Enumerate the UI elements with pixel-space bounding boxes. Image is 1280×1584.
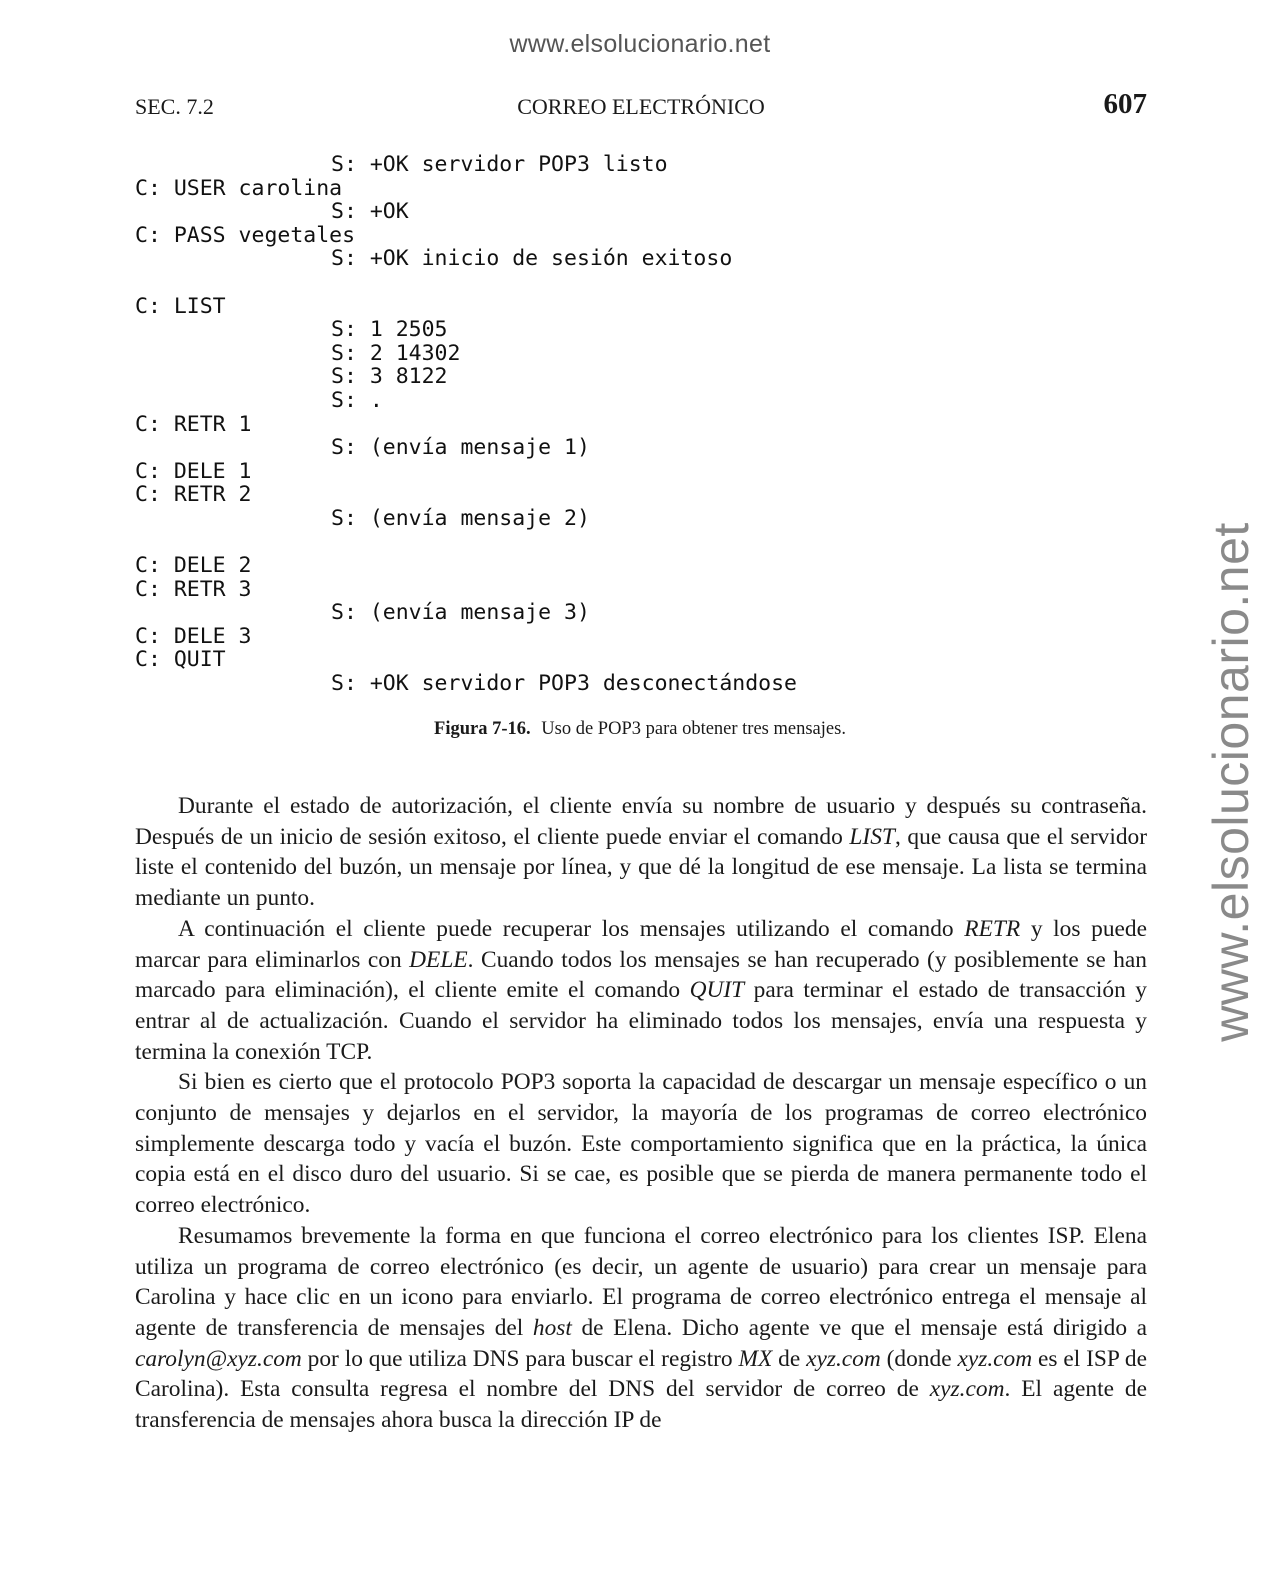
server-response-line: S: . bbox=[331, 387, 383, 413]
server-response-line: S: +OK servidor POP3 listo bbox=[331, 152, 668, 177]
watermark-top: www.elsolucionario.net bbox=[509, 30, 771, 58]
command-name: LIST bbox=[849, 823, 895, 850]
section-label: SEC. 7.2 bbox=[135, 94, 214, 119]
pop3-session-figure bbox=[135, 153, 835, 696]
server-response-line: S: +OK bbox=[331, 199, 409, 225]
client-command-line: C: USER carolina bbox=[135, 175, 343, 201]
paragraph: Si bien es cierto que el protocolo POP3 soporta la capacidad de descargar un mensaje específico o un conjunto de mensajes y dejarlos en el servidor, la mayoría de los programas de correo electrónico simplemente descarga todo y vacía el buzón. Este comportamiento significa que en la práctica, la única copia está en el disco duro del usuario. Si se cae, es posible que se pierda de manera permanente todo el correo electrónico. bbox=[135, 1069, 1147, 1219]
text-run: A continuación el cliente puede recuperar los mensajes utilizando el comando bbox=[178, 915, 965, 942]
domain-name: xyz.com bbox=[806, 1345, 881, 1372]
server-response-line: S: +OK inicio de sesión exitoso bbox=[331, 246, 733, 272]
server-response-line: S: (envía mensaje 1) bbox=[331, 435, 590, 461]
command-name: DELE bbox=[409, 946, 468, 973]
command-name: QUIT bbox=[689, 977, 745, 1004]
figure-blank-line bbox=[135, 271, 835, 295]
figure-caption bbox=[0, 719, 1280, 740]
server-response-line: S: 2 14302 bbox=[331, 340, 461, 366]
client-command-line: C: RETR 1 bbox=[135, 411, 252, 437]
server-response-line: S: 1 2505 bbox=[331, 317, 448, 343]
client-command-line: C: RETR 2 bbox=[135, 482, 252, 508]
client-command-line: C: LIST bbox=[135, 293, 226, 319]
text-run: . Cuando todos los mensajes se han recuperado (y posiblemente se han marcado para eliminación), el cliente emite el comando bbox=[135, 946, 1147, 1004]
figure-caption-text: Uso de POP3 para obtener tres mensajes. bbox=[541, 719, 846, 739]
paragraph bbox=[135, 914, 1147, 1068]
client-command-line: C: RETR 3 bbox=[135, 576, 252, 602]
text-run: . El agente de transferencia de mensajes ahora busca la dirección IP de bbox=[135, 1376, 1147, 1434]
watermark-side: www.elsolucionario.net bbox=[1203, 522, 1259, 1042]
server-response-line: S: +OK servidor POP3 desconectándose bbox=[331, 671, 797, 697]
client-command-line: C: DELE 3 bbox=[135, 623, 252, 649]
figure-blank-line bbox=[135, 531, 835, 555]
text-run: Durante el estado de autorización, el cliente envía su nombre de usuario y después su contraseña. Después de un inicio de sesión exitoso, el cliente puede enviar el comando bbox=[135, 793, 1147, 850]
text-run: Resumamos brevemente la forma en que funciona el correo electrónico para los clientes ISP. Elena utiliza un programa de correo electrónico (es decir, un agente de usuario) para crear un mensaje para Carolina y hace clic en un icono para enviarlo. El programa de correo electrónico entrega el mensaje al agente de transferencia de mensajes del bbox=[135, 1222, 1147, 1341]
paragraph bbox=[135, 1221, 1147, 1436]
server-response-line: S: (envía mensaje 2) bbox=[331, 505, 590, 531]
text-run: por lo que utiliza DNS para buscar el registro bbox=[301, 1345, 739, 1372]
running-header bbox=[135, 88, 1147, 124]
italic-term: host bbox=[532, 1314, 572, 1341]
domain-name: xyz.com bbox=[929, 1376, 1005, 1403]
domain-name: xyz.com bbox=[957, 1345, 1033, 1372]
text-run: , que causa que el servidor liste el contenido del buzón, un mensaje por línea, y que dé la longitud de ese mensaje. La lista se termina mediante un punto. bbox=[135, 823, 1148, 912]
client-command-line: C: PASS vegetales bbox=[135, 222, 356, 248]
text-run: (donde bbox=[880, 1345, 958, 1372]
client-command-line: C: QUIT bbox=[135, 647, 226, 673]
command-name: RETR bbox=[964, 915, 1021, 942]
client-command-line: C: DELE 1 bbox=[135, 458, 252, 484]
text-run: es el ISP de Carolina). Esta consulta regresa el nombre del DNS del servidor de correo de bbox=[135, 1345, 1147, 1403]
text-run: de bbox=[772, 1345, 807, 1372]
email-address: carolyn@xyz.com bbox=[135, 1345, 302, 1372]
chapter-title: CORREO ELECTRÓNICO bbox=[517, 94, 765, 119]
text-run: para terminar el estado de transacción y entrar al de actualización. Cuando el servidor ha eliminado todos los mensajes, envía una respuesta y termina la conexión TCP. bbox=[135, 977, 1147, 1065]
body-text bbox=[135, 791, 1147, 1436]
figure-caption-label: Figura 7-16. bbox=[434, 719, 531, 739]
italic-term: MX bbox=[738, 1345, 773, 1372]
server-response-line: S: (envía mensaje 3) bbox=[331, 600, 590, 626]
server-response-line: S: 3 8122 bbox=[331, 364, 448, 390]
text-run: y los puede marcar para eliminarlos con bbox=[135, 915, 1147, 973]
page-number: 607 bbox=[1103, 88, 1147, 120]
client-command-line: C: DELE 2 bbox=[135, 553, 252, 579]
paragraph bbox=[135, 791, 1147, 914]
text-run: de Elena. Dicho agente ve que el mensaje está dirigido a bbox=[571, 1314, 1148, 1341]
